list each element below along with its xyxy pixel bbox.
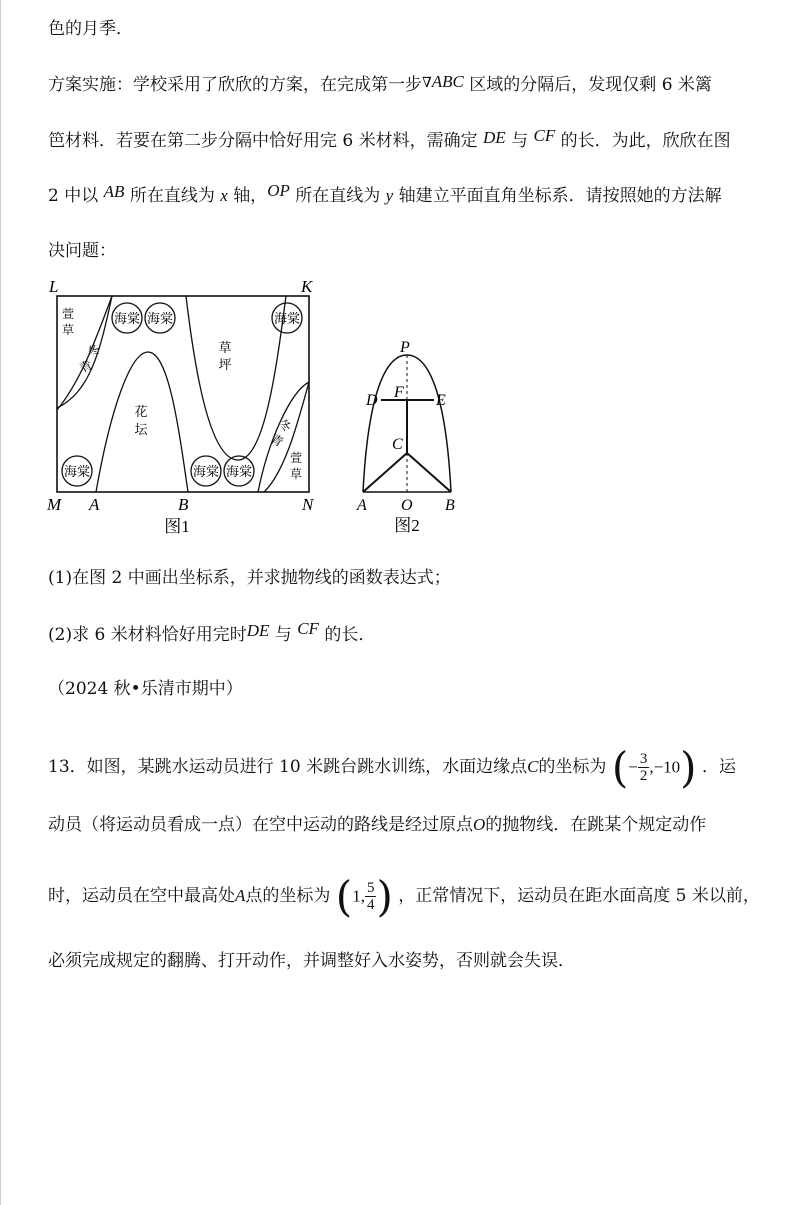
fig2-label-D: D bbox=[366, 392, 378, 409]
problem-13-line-3: 时，运动员在空中最高处A点的坐标为 $(1,\frac{5}{4})$ ，正常情况下，运动员在距水面高度 5 米以前， bbox=[48, 872, 760, 921]
problem-13-line-2: 动员（将运动员看成一点）在空中运动的路线是经过原点O的抛物线．在跳某个规定动作 bbox=[48, 815, 707, 835]
fig1-label-M: M bbox=[47, 495, 62, 514]
fig2-label-B: B bbox=[445, 497, 455, 514]
text-line-2: 方案实施：学校采用了欣欣的方案，在完成第一步∇ABC 区域的分隔后，发现仅剩 6 米篱 bbox=[48, 72, 712, 95]
fig2-label-F: F bbox=[394, 384, 404, 401]
fig1-circle-4-label: 海棠 bbox=[63, 464, 91, 479]
fig2-caption: 图2 bbox=[394, 516, 420, 535]
fig1-xuancao-left-2: 草 bbox=[61, 323, 75, 337]
fig1-dongqing-left-1: 冬 bbox=[85, 341, 103, 360]
fig1-huatan-1: 花 bbox=[134, 404, 148, 419]
coord-c: $(-\frac{3}{2},-10)$ bbox=[611, 743, 697, 792]
figure-2 bbox=[350, 335, 465, 540]
fig2-segment-cb bbox=[407, 453, 451, 492]
fig1-caoping-2: 坪 bbox=[218, 357, 232, 372]
fig1-circle-1-label: 海棠 bbox=[113, 311, 141, 326]
page-left-edge bbox=[0, 0, 1, 1205]
fig1-label-N: N bbox=[302, 495, 314, 514]
fig1-circle-3-label: 海棠 bbox=[273, 311, 301, 326]
problem-13-line-4: 必须完成规定的翻腾、打开动作，并调整好入水姿势，否则就会失误． bbox=[48, 951, 575, 971]
fig1-caption: 图1 bbox=[164, 517, 190, 536]
fig1-dongqing-right-1: 冬 bbox=[276, 416, 294, 435]
fig1-dongqing-left-2: 青 bbox=[77, 357, 95, 376]
fig1-caoping-1: 草 bbox=[218, 340, 232, 355]
coord-a: $(1,\frac{5}{4})$ bbox=[335, 872, 393, 921]
text-line-5: 决问题： bbox=[48, 241, 116, 261]
question-1: (1)在图 2 中画出坐标系，并求抛物线的函数表达式； bbox=[48, 568, 451, 588]
text-line-3: 笆材料．若要在第二步分隔中恰好用完 6 米材料，需确定 DE 与 CF 的长．为此，欣欣在图 bbox=[48, 126, 731, 151]
fig2-label-C: C bbox=[392, 436, 403, 453]
fig2-segment-ca bbox=[363, 453, 407, 492]
problem-13-line-1: 13．如图，某跳水运动员进行 10 米跳台跳水训练，水面边缘点C的坐标为 $(-\frac{3}{2},-10)$ ．运 bbox=[48, 743, 736, 792]
fig1-label-L: L bbox=[49, 277, 59, 296]
fig2-label-A: A bbox=[357, 497, 367, 514]
fig1-lawn-curve bbox=[186, 296, 286, 460]
fig1-xuancao-right-2: 草 bbox=[289, 467, 303, 481]
fig1-circle-2-label: 海棠 bbox=[146, 311, 174, 326]
question-2: (2)求 6 米材料恰好用完时DE 与 CF 的长． bbox=[48, 619, 376, 645]
fig1-label-A: A bbox=[89, 495, 100, 514]
fig1-label-B: B bbox=[178, 495, 189, 514]
fig1-right-strip-b bbox=[264, 382, 309, 492]
fig1-huatan-2: 坛 bbox=[134, 422, 148, 437]
figure-1 bbox=[40, 272, 330, 542]
fig2-label-P: P bbox=[400, 339, 410, 356]
fig1-xuancao-left-1: 萱 bbox=[61, 307, 75, 321]
fig1-xuancao-right-1: 萱 bbox=[289, 451, 303, 465]
fig1-circle-5-label: 海棠 bbox=[192, 464, 220, 479]
fig1-circle-6-label: 海棠 bbox=[225, 464, 253, 479]
text-line-1: 色的月季． bbox=[48, 19, 133, 39]
fig1-dongqing-right-2: 青 bbox=[268, 431, 286, 450]
text-line-4: 2 中以 AB 所在直线为 x 轴，OP 所在直线为 y 轴建立平面直角坐标系．请按照她的方法解 bbox=[48, 181, 722, 206]
fig1-label-K: K bbox=[301, 277, 313, 296]
fig2-label-E: E bbox=[436, 392, 446, 409]
source-note: （2024 秋•乐清市期中） bbox=[48, 679, 243, 699]
fig2-label-O: O bbox=[401, 497, 413, 514]
